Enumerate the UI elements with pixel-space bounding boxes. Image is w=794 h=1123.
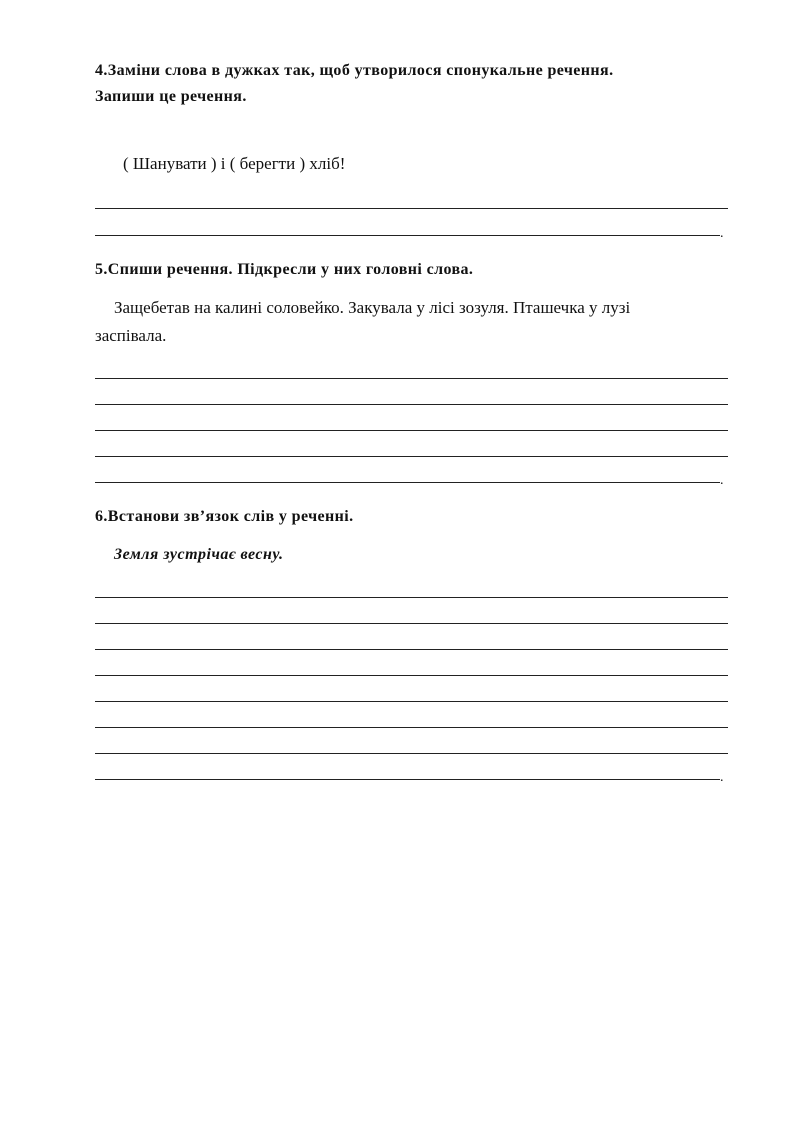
task-6-sentence <box>114 541 754 569</box>
line-end-mark: . <box>720 770 724 785</box>
answer-line[interactable] <box>95 404 728 405</box>
answer-line[interactable] <box>95 597 728 598</box>
answer-line[interactable] <box>95 753 728 754</box>
answer-line[interactable] <box>95 779 720 780</box>
task-5-title: 5.Спиши речення. Підкресли у них головні слова. <box>95 261 474 278</box>
task-5-text-line1: Защебетав на калині соловейко. Закувала у лісі зозуля. Пташечка у лузі <box>114 298 631 317</box>
answer-line[interactable] <box>95 649 728 650</box>
task-4-text: ( Шанувати ) і ( берегти ) хліб! <box>123 154 346 173</box>
task-6-text: Земля зустрічає весну. <box>114 546 284 563</box>
task-5 <box>95 257 735 283</box>
task-4-sentence <box>123 150 763 178</box>
line-end-mark: . <box>720 473 724 488</box>
answer-line[interactable] <box>95 208 728 209</box>
answer-line[interactable] <box>95 623 728 624</box>
answer-line[interactable] <box>95 430 728 431</box>
answer-line[interactable] <box>95 727 728 728</box>
answer-line[interactable] <box>95 675 728 676</box>
task-4-title-line2: Запиши це речення. <box>95 88 247 105</box>
answer-line[interactable] <box>95 378 728 379</box>
task-5-text-line2: заспівала. <box>95 326 167 345</box>
answer-line[interactable] <box>95 482 720 483</box>
task-6-title: 6.Встанови зв’язок слів у реченні. <box>95 508 354 525</box>
task-4 <box>95 58 735 110</box>
task-4-title-line1: 4.Заміни слова в дужках так, щоб утворилося спонукальне речення. <box>95 62 614 79</box>
task-5-sentences <box>95 294 735 350</box>
answer-line[interactable] <box>95 456 728 457</box>
task-6 <box>95 504 735 530</box>
line-end-mark: . <box>720 226 724 241</box>
answer-line[interactable] <box>95 701 728 702</box>
answer-line[interactable] <box>95 235 720 236</box>
